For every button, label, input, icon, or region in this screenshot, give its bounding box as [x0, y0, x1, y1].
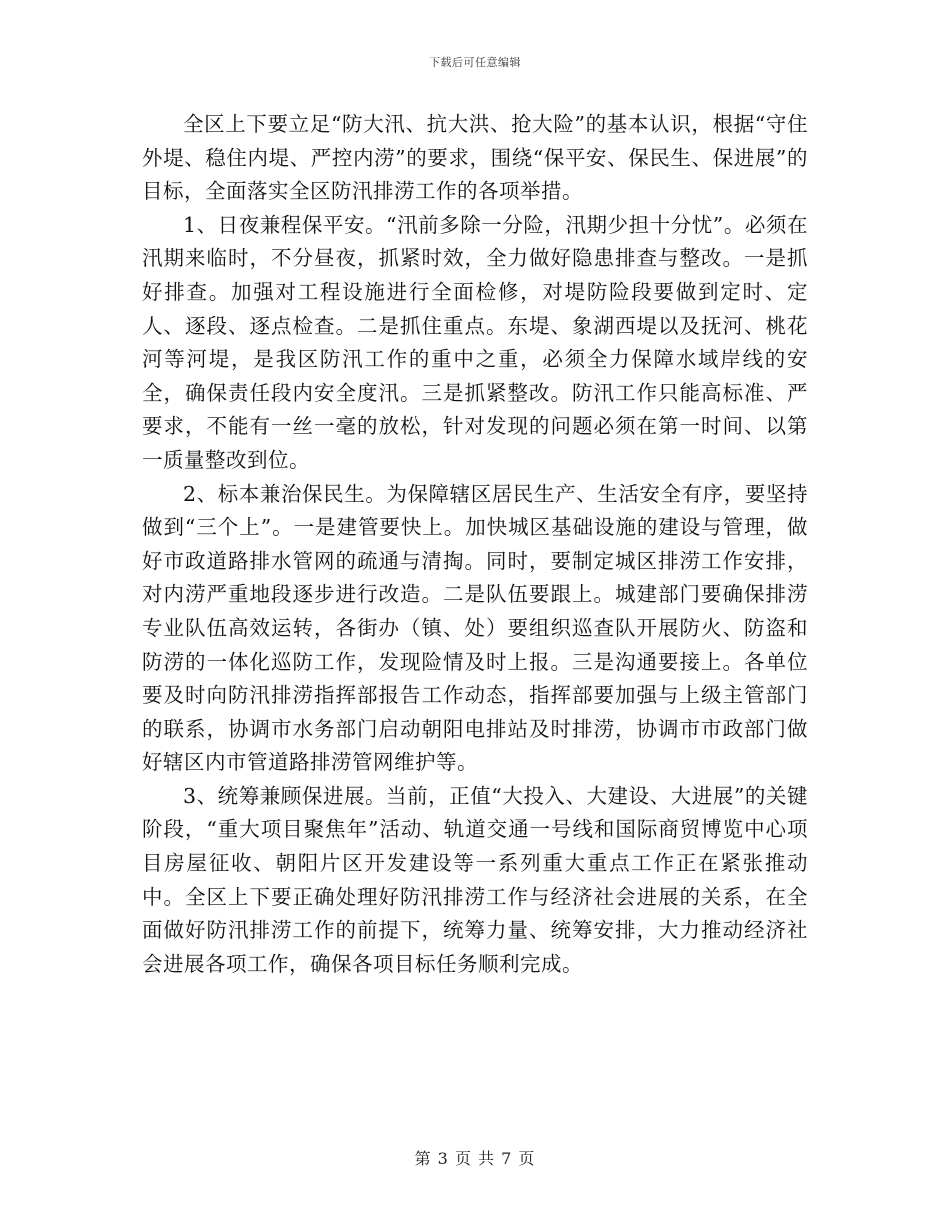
paragraph-livelihood: 2、标本兼治保民生。为保障辖区居民生产、生活安全有序，要坚持做到“三个上”。一是建管要快上。加快城区基础设施的建设与管理，做好市政道路排水管网的疏通与清掏。同时，要制定城区排涝工作安排，对内涝严重地段逐步进行改造。二是队伍要跟上。城建部门要确保排涝专业队伍高效运转，各街办（镇、处）要组织巡查队开展防火、防盗和防涝的一体化巡防工作，发现险情及时上报。三是沟通要接上。各单位要及时向防汛排涝指挥部报告工作动态，指挥部要加强与上级主管部门的联系，协调市水务部门启动朝阳电排站及时排涝，协调市市政部门做好辖区内市管道路排涝管网维护等。 — [142, 481, 808, 775]
page-number: 第 3 页 共 7 页 — [414, 1149, 536, 1168]
page-header-note: 下载后可任意编辑 — [429, 56, 521, 69]
paragraph-safety: 1、日夜兼程保平安。“汛前多除一分险，汛期少担十分忧”。必须在汛期来临时，不分昼夜，抓紧时效，全力做好隐患排查与整改。一是抓好排查。加强对工程设施进行全面检修，对堤防险段要做到定时、定人、逐段、逐点检查。二是抓住重点。东堤、象湖西堤以及抚河、桃花河等河堤，是我区防汛工作的重中之重，必须全力保障水域岸线的安全，确保责任段内安全度汛。三是抓紧整改。防汛工作只能高标准、严要求，不能有一丝一毫的放松，针对发现的问题必须在第一时间、以第一质量整改到位。 — [142, 212, 808, 472]
document-body — [142, 108, 808, 981]
paragraph-progress: 3、统筹兼顾保进展。当前，正值“大投入、大建设、大进展”的关键阶段，“重大项目聚焦年”活动、轨道交通一号线和国际商贸博览中心项目房屋征收、朝阳片区开发建设等一系列重大重点工作正在紧张推动中。全区上下要正确处理好防汛排涝工作与经济社会进展的关系，在全面做好防汛排涝工作的前提下，统筹力量、统筹安排，大力推动经济社会进展各项工作，确保各项目标任务顺利完成。 — [142, 783, 808, 976]
paragraph-intro: 全区上下要立足“防大汛、抗大洪、抢大险”的基本认识，根据“守住外堤、稳住内堤、严控内涝”的要求，围绕“保平安、保民生、保进展”的目标，全面落实全区防汛排涝工作的各项举措。 — [142, 112, 808, 204]
